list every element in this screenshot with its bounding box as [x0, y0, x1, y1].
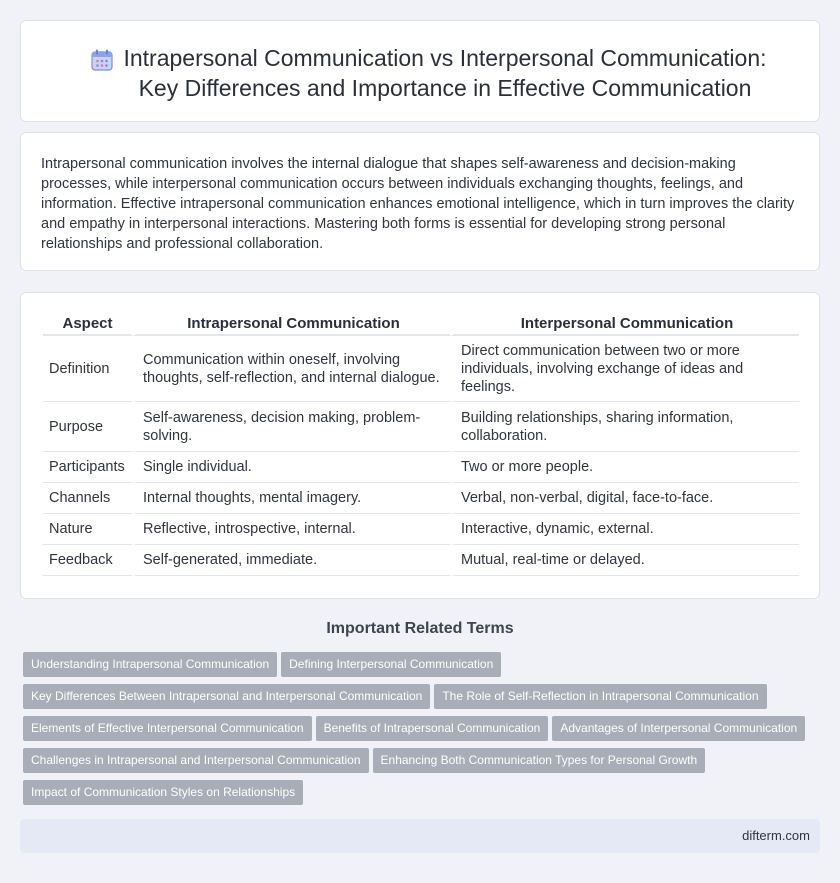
related-term-link[interactable]: Enhancing Both Communication Types for Personal Growth — [373, 748, 706, 773]
footer-site-name: difterm.com — [742, 828, 810, 843]
aspect-cell: Nature — [43, 514, 132, 545]
intrapersonal-cell: Communication within oneself, involving thoughts, self-reflection, and internal dialogue. — [132, 336, 450, 402]
aspect-cell: Purpose — [43, 402, 132, 452]
related-term-link[interactable]: Benefits of Intrapersonal Communication — [316, 716, 549, 741]
interpersonal-cell: Interactive, dynamic, external. — [450, 514, 799, 545]
interpersonal-cell: Building relationships, sharing information, collaboration. — [450, 402, 799, 452]
calendar-icon — [89, 47, 115, 73]
title-card — [20, 20, 820, 122]
interpersonal-cell: Mutual, real-time or delayed. — [450, 545, 799, 576]
intro-card — [20, 132, 820, 271]
column-header-interpersonal: Interpersonal Communication — [450, 307, 799, 336]
aspect-cell: Feedback — [43, 545, 132, 576]
intrapersonal-cell: Self-generated, immediate. — [132, 545, 450, 576]
column-header-intrapersonal: Intrapersonal Communication — [132, 307, 450, 336]
aspect-cell: Channels — [43, 483, 132, 514]
related-term-link[interactable]: Advantages of Interpersonal Communication — [552, 716, 805, 741]
related-term-link[interactable]: Key Differences Between Intrapersonal and Interpersonal Communication — [23, 684, 430, 709]
page-title: Intrapersonal Communication vs Interpersonal Communication: Key Differences and Importance in Effective Communication — [123, 45, 767, 101]
aspect-cell: Participants — [43, 452, 132, 483]
table-row — [43, 483, 799, 514]
intro-paragraph: Intrapersonal communication involves the internal dialogue that shapes self-awareness and decision-making processes, while interpersonal communication occurs between individuals exchanging thoughts, feelings, and information. Effective intrapersonal communication enhances emotional intelligence, which in turn improves the clarity and empathy in interpersonal interactions. Mastering both forms is essential for developing strong personal relationships and professional collaboration. — [41, 156, 795, 252]
related-terms-list — [23, 652, 823, 812]
table-row — [43, 452, 799, 483]
footer — [20, 819, 820, 853]
table-header-row — [43, 307, 799, 336]
interpersonal-cell: Two or more people. — [450, 452, 799, 483]
related-term-link[interactable]: Understanding Intrapersonal Communication — [23, 652, 277, 677]
table-row — [43, 336, 799, 402]
related-term-link[interactable]: Defining Interpersonal Communication — [281, 652, 501, 677]
aspect-cell: Definition — [43, 336, 132, 402]
intrapersonal-cell: Single individual. — [132, 452, 450, 483]
interpersonal-cell: Verbal, non-verbal, digital, face-to-face. — [450, 483, 799, 514]
related-term-link[interactable]: Elements of Effective Interpersonal Communication — [23, 716, 312, 741]
table-row — [43, 545, 799, 576]
column-header-aspect: Aspect — [43, 307, 132, 336]
related-term-link[interactable]: Challenges in Intrapersonal and Interpersonal Communication — [23, 748, 369, 773]
comparison-card — [20, 292, 820, 599]
related-term-link[interactable]: Impact of Communication Styles on Relationships — [23, 780, 303, 805]
intrapersonal-cell: Internal thoughts, mental imagery. — [132, 483, 450, 514]
table-row — [43, 402, 799, 452]
interpersonal-cell: Direct communication between two or more individuals, involving exchange of ideas and feelings. — [450, 336, 799, 402]
table-row — [43, 514, 799, 545]
intrapersonal-cell: Reflective, introspective, internal. — [132, 514, 450, 545]
related-term-link[interactable]: The Role of Self-Reflection in Intrapersonal Communication — [434, 684, 766, 709]
intrapersonal-cell: Self-awareness, decision making, problem-solving. — [132, 402, 450, 452]
related-terms-heading: Important Related Terms — [326, 620, 514, 637]
comparison-table — [43, 307, 799, 576]
